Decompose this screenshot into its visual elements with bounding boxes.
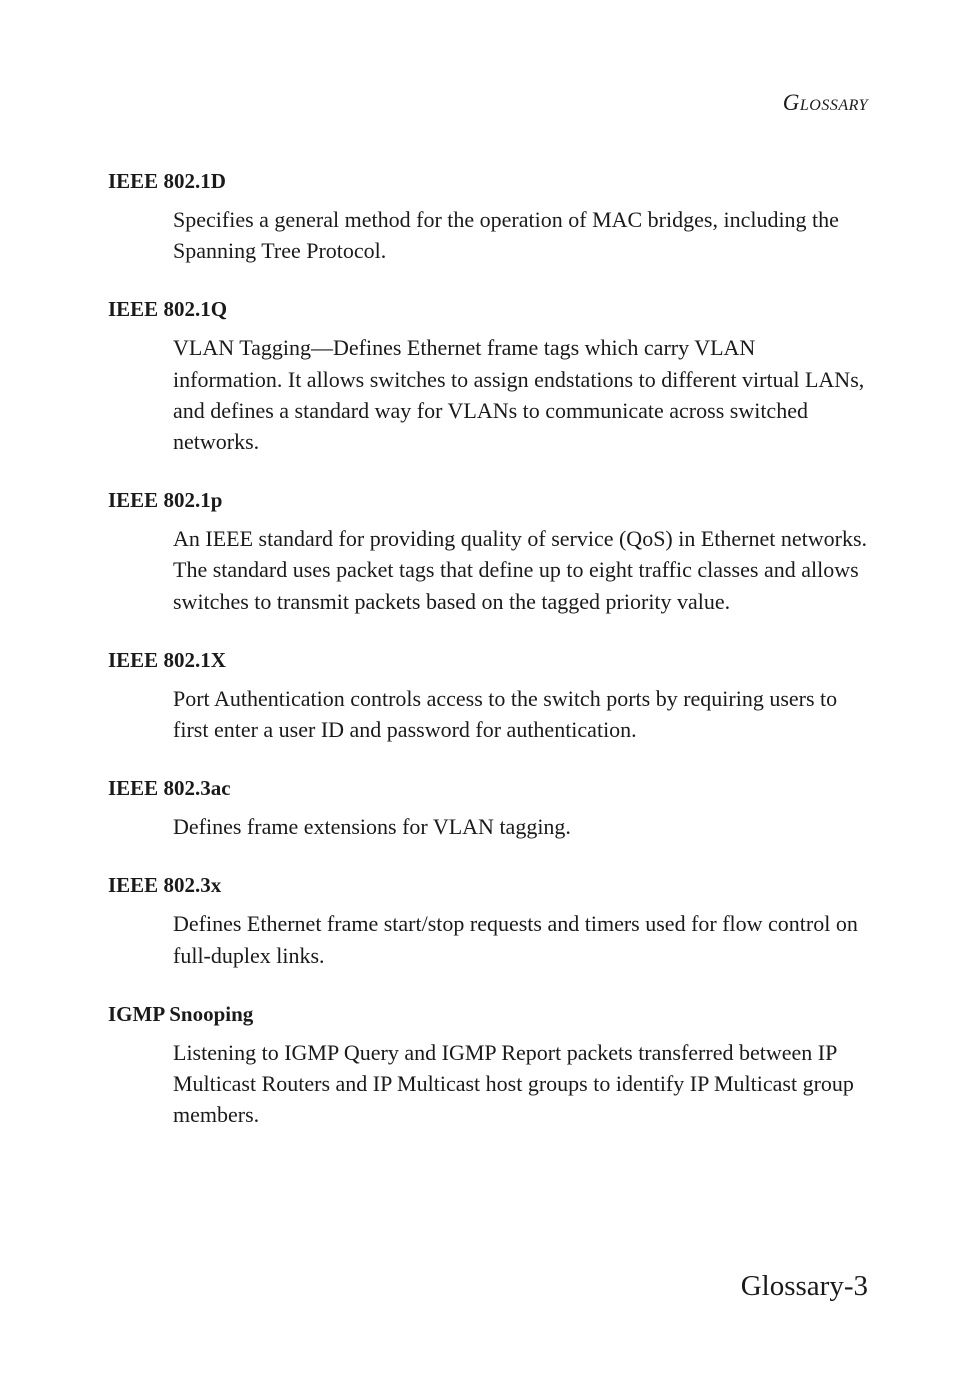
page-number: Glossary-3 xyxy=(740,1270,868,1302)
glossary-entry xyxy=(108,168,868,266)
glossary-definition: Specifies a general method for the operation of MAC bridges, including the Spanning Tree Protocol. xyxy=(173,207,839,264)
glossary-definition: An IEEE standard for providing quality of service (QoS) in Ethernet networks. The standard uses packet tags that define up to eight traffic classes and allows switches to transmit packets based on the tagged priority value. xyxy=(173,526,868,614)
glossary-term: IGMP Snooping xyxy=(108,1001,254,1026)
glossary-term: IEEE 802.3ac xyxy=(108,776,231,801)
glossary-entry xyxy=(108,487,868,617)
glossary-definition: Defines Ethernet frame start/stop requests and timers used for flow control on full-duplex links. xyxy=(173,911,858,968)
glossary-entry xyxy=(108,872,868,970)
glossary-entry xyxy=(108,647,868,745)
running-header: Glossary xyxy=(782,90,868,115)
glossary-term: IEEE 802.1p xyxy=(108,488,223,513)
glossary-definition: Port Authentication controls access to the switch ports by requiring users to first enter a user ID and password for authentication. xyxy=(173,685,838,743)
glossary-term: IEEE 802.1X xyxy=(108,647,226,672)
glossary-entry xyxy=(108,1001,868,1131)
glossary-definition: Listening to IGMP Query and IGMP Report packets transferred between IP Multicast Routers and IP Multicast host groups to identify IP Multicast group members. xyxy=(173,1039,854,1128)
glossary-term: IEEE 802.1Q xyxy=(108,297,228,322)
glossary-definition: Defines frame extensions for VLAN tagging. xyxy=(173,814,571,840)
glossary-entries xyxy=(108,168,868,1160)
glossary-entry xyxy=(108,296,868,457)
glossary-definition: VLAN Tagging—Defines Ethernet frame tags which carry VLAN information. It allows switches to assign endstations to different virtual LANs, and defines a standard way for VLANs to communicate across switched networks. xyxy=(173,335,865,455)
glossary-entry xyxy=(108,775,868,842)
glossary-term: IEEE 802.3x xyxy=(108,873,222,898)
glossary-term: IEEE 802.1D xyxy=(108,169,226,193)
